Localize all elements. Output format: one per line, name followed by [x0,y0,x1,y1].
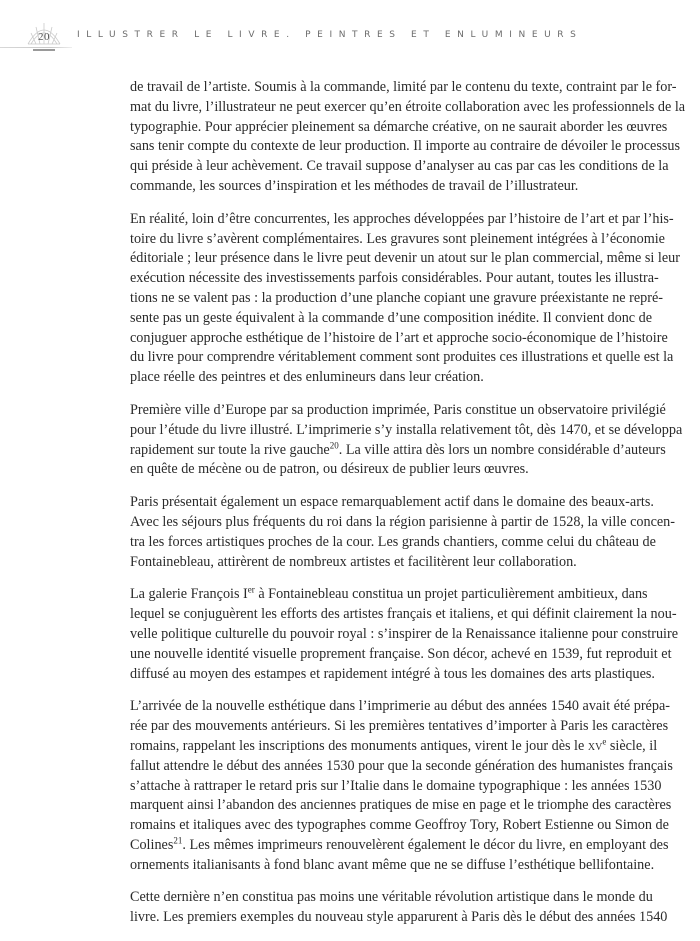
text-line [130,736,658,757]
text-line [130,584,648,605]
text-line: toire du livre s’avèrent complémentaires. Les gravures sont pleinement intégrées à l’économie [130,230,665,247]
paragraph [130,697,673,875]
body-text [130,78,686,941]
text-line [130,835,669,856]
text-line: ornements italianisants à fond blanc avant même que ne se diffuse l’esthétique bellifontaine. [130,856,655,873]
text-line: du livre pour comprendre véritablement comment sont produites ces illustrations et quelle est la [130,349,674,366]
text-line: éditoriale ; leur présence dans le livre peut devenir un atout sur le plan commercial, même si leur [130,250,680,267]
text-segment: Colines [130,836,174,853]
text-line: velle politique culturelle du pouvoir royal : s’inspirer de la Renaissance italienne pour construire [130,625,679,642]
superscript: e [602,736,607,747]
paragraph [130,584,679,684]
page-number: 20 [38,31,50,43]
text-line: rée par des mouvements antérieurs. Si les premières tentatives d’importer à Paris les caractères [130,718,669,735]
footnote-ref-20[interactable]: 20 [329,439,339,450]
text-line: exécution nécessite des investissements parfois considérables. Pour autant, toutes les illustra- [130,270,659,287]
footnote-ref-21[interactable]: 21 [173,835,183,846]
text-segment: La galerie François I [130,586,248,603]
text-segment: romains, rappelant les inscriptions des monuments antiques, virent le jour dès le [130,737,588,754]
text-line: Paris présentait également un espace remarquablement actif dans le domaine des beaux-arts. [130,494,654,511]
text-line: marquent ainsi l’abandon des anciennes pratiques de mise en page et le triomphe des caractères [130,797,672,814]
text-segment: siècle, il [606,737,658,754]
paragraph [130,78,686,197]
text-line: commande, les sources d’inspiration et les méthodes de travail de l’illustrateur. [130,177,579,194]
paragraph [130,210,680,388]
text-segment: à Fontainebleau constitua un projet particulièrement ambitieux, dans [254,586,648,603]
text-segment: rapidement sur toute la rive gauche [130,441,330,458]
paragraph [130,493,675,572]
text-line: livre. Les premiers exemples du nouveau style apparurent à Paris dès le début des années 1540 [130,909,668,926]
text-line: conjuguer approche esthétique de l’histoire de l’art et approche socio-économique de l’histoire [130,329,668,346]
text-line: qui préside à leur achèvement. Ce travail suppose d’analyser au cas par cas les conditions de la [130,158,669,175]
century-smallcaps: xv [587,737,603,754]
superscript: er [247,584,255,595]
text-line: Cette dernière n’en constitua pas moins une véritable révolution artistique dans le monde du [130,889,653,906]
page-header [0,0,700,60]
text-line: diffusé au moyen des estampes et rapidement intégré à tous les domaines des arts plastiques. [130,665,655,682]
paragraph [130,888,668,928]
text-line: une nouvelle identité visuelle proprement française. Son décor, achevé en 1539, fut reproduit et [130,645,672,662]
text-line: romains et italiques avec des typographes comme Geoffroy Tory, Robert Estienne ou Simon de [130,817,669,834]
running-title: ILLUSTRER LE LIVRE. PEINTRES ET ENLUMINEURS [77,30,583,40]
text-line: en quête de mécène ou de patron, ou désireux de publier leurs œuvres. [130,461,529,478]
text-line: tions ne se valent pas : la production d’une planche copiant une gravure préexistante ne repré- [130,289,664,306]
text-line [130,439,666,461]
text-segment: . Les mêmes imprimeurs renouvelèrent également le décor du livre, en employant des [182,836,669,853]
text-line: s’attache à rattraper le retard pris sur l’Italie dans le domaine typographique : les années 1530 [130,777,662,794]
text-line: fallut attendre le début des années 1530 pour que la seconde génération des humanistes français [130,757,673,774]
text-line: sente pas un geste équivalent à la commande d’une composition inédite. Il convient donc de [130,309,653,326]
header-rule [0,47,72,48]
text-line: place réelle des peintres et des enlumineurs dans leur création. [130,369,484,386]
text-line: pour l’étude du livre illustré. L’imprimerie s’y installa relativement tôt, dès 1470, et se développa [130,421,683,438]
paragraph [130,401,683,480]
text-line: Première ville d’Europe par sa production imprimée, Paris constitue un observatoire privilégié [130,401,666,418]
text-segment: . La ville attira dès lors un nombre considérable d’auteurs [338,441,666,458]
text-line: Fontainebleau, attirèrent de nombreux artistes et facilitèrent leur collaboration. [130,553,577,570]
text-line: lequel se conjuguèrent les efforts des artistes français et italiens, et qui définit clairement la nou- [130,606,677,623]
text-line: typographie. Pour apprécier pleinement sa démarche créative, on ne saurait aborder les œuvres [130,118,668,135]
text-line: L’arrivée de la nouvelle esthétique dans l’imprimerie au début des années 1540 avait été prépa- [130,698,670,715]
header-rule-bar [33,49,55,51]
text-line: tra les forces artistiques proches de la cour. Les grands chantiers, comme celui du château de [130,533,656,550]
text-line: sans tenir compte du contexte de leur production. Il importe au contraire de dévoiler le processus [130,138,680,155]
text-line: Avec les séjours plus fréquents du roi dans la région parisienne à partir de 1528, la ville concen- [130,513,675,530]
text-line: de travail de l’artiste. Soumis à la commande, limité par le contenu du texte, contraint par le for- [130,79,677,95]
text-line: En réalité, loin d’être concurrentes, les approches développées par l’histoire de l’art et par l’his- [130,210,674,227]
text-line: mat du livre, l’illustrateur ne peut exercer qu’en étroite collaboration avec les professionnels de la [130,98,686,115]
